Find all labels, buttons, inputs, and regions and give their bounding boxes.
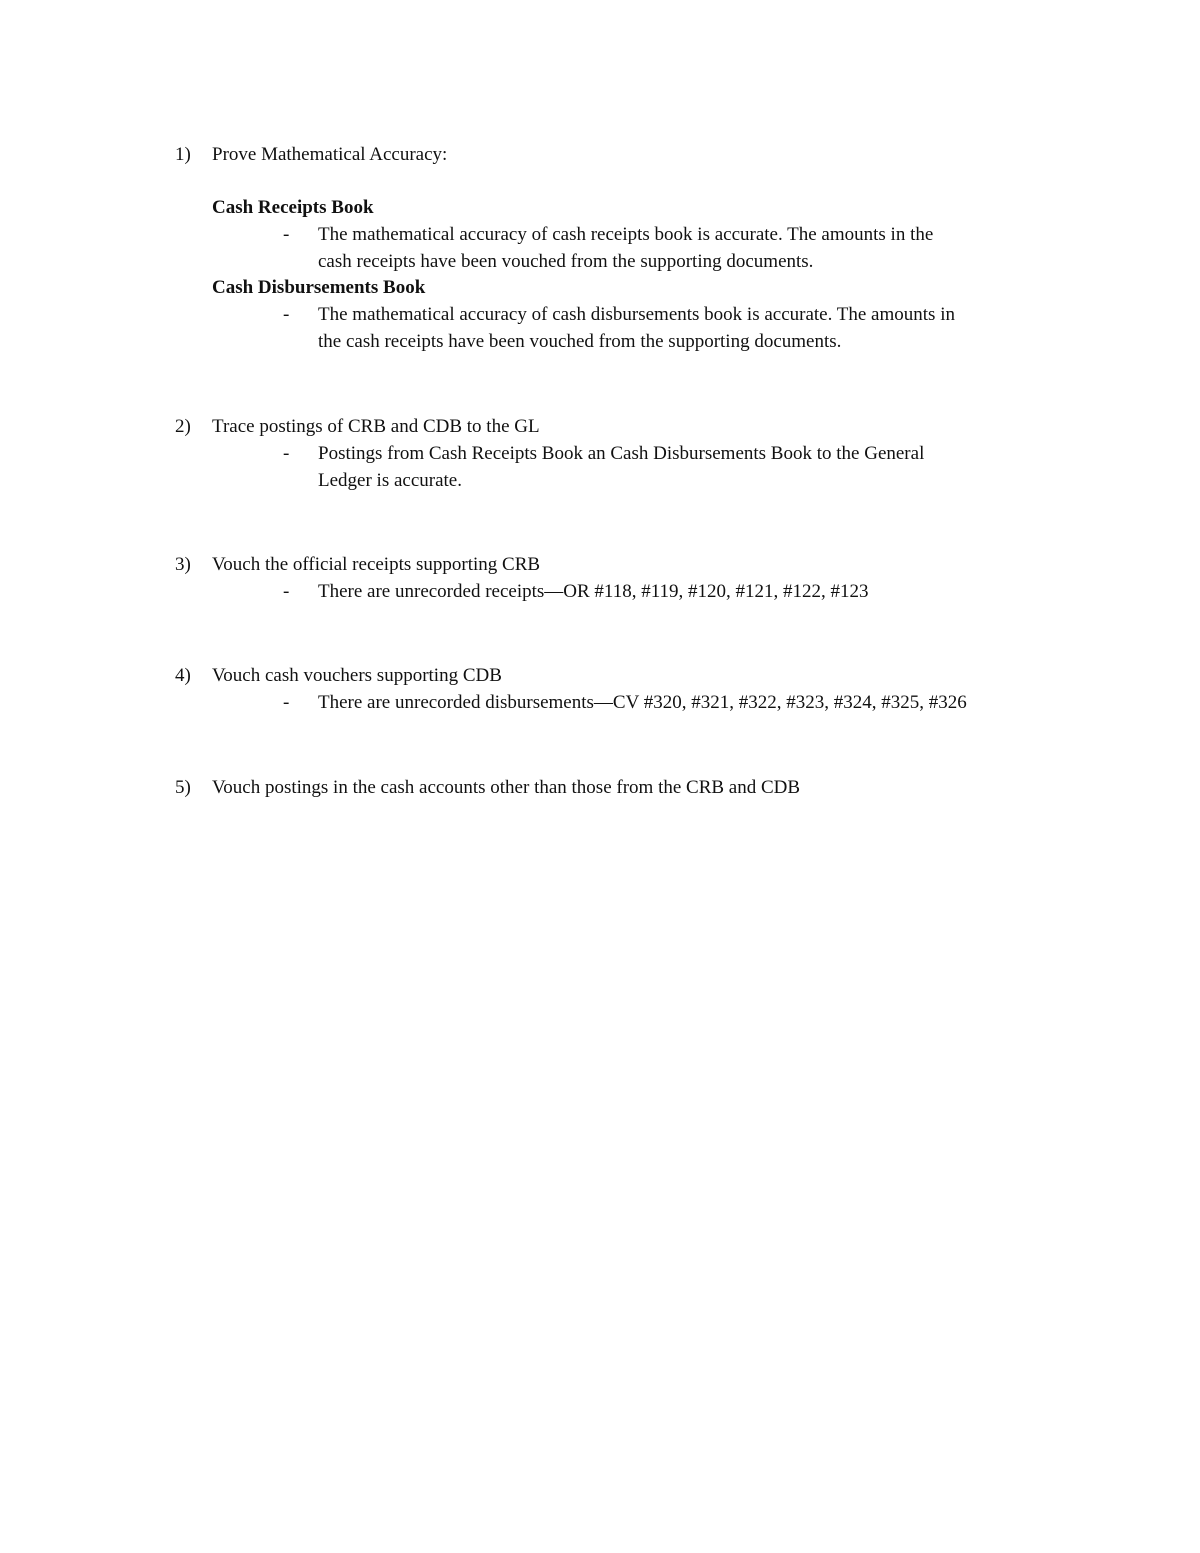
bullet-dash: - [283, 224, 290, 245]
cash-receipts-book-heading: Cash Receipts Book [212, 197, 374, 218]
cash-disbursements-text-line-1: The mathematical accuracy of cash disbursements book is accurate. The amounts in [318, 304, 955, 325]
item-1-title: Prove Mathematical Accuracy: [212, 144, 448, 165]
item-3-text-line-1: There are unrecorded receipts—OR #118, #119, #120, #121, #122, #123 [318, 581, 869, 602]
item-3-title: Vouch the official receipts supporting CRB [212, 554, 541, 575]
bullet-dash: - [283, 581, 290, 602]
item-5-title: Vouch postings in the cash accounts other than those from the CRB and CDB [212, 777, 801, 798]
item-4-title: Vouch cash vouchers supporting CDB [212, 665, 502, 686]
item-3-number: 3) [175, 554, 191, 575]
item-2-text-line-2: Ledger is accurate. [318, 470, 462, 491]
item-2-text-line-1: Postings from Cash Receipts Book an Cash Disbursements Book to the General [318, 443, 925, 464]
item-4-text-line-1: There are unrecorded disbursements—CV #320, #321, #322, #323, #324, #325, #326 [318, 692, 967, 713]
item-2-title: Trace postings of CRB and CDB to the GL [212, 416, 540, 437]
cash-receipts-text-line-1: The mathematical accuracy of cash receipts book is accurate. The amounts in the [318, 224, 934, 245]
item-2-number: 2) [175, 416, 191, 437]
item-5-number: 5) [175, 777, 191, 798]
cash-disbursements-book-heading: Cash Disbursements Book [212, 277, 426, 298]
item-1-number: 1) [175, 144, 191, 165]
cash-disbursements-text-line-2: the cash receipts have been vouched from the supporting documents. [318, 331, 842, 352]
bullet-dash: - [283, 304, 290, 325]
bullet-dash: - [283, 443, 290, 464]
item-4-number: 4) [175, 665, 191, 686]
cash-receipts-text-line-2: cash receipts have been vouched from the supporting documents. [318, 251, 814, 272]
bullet-dash: - [283, 692, 290, 713]
